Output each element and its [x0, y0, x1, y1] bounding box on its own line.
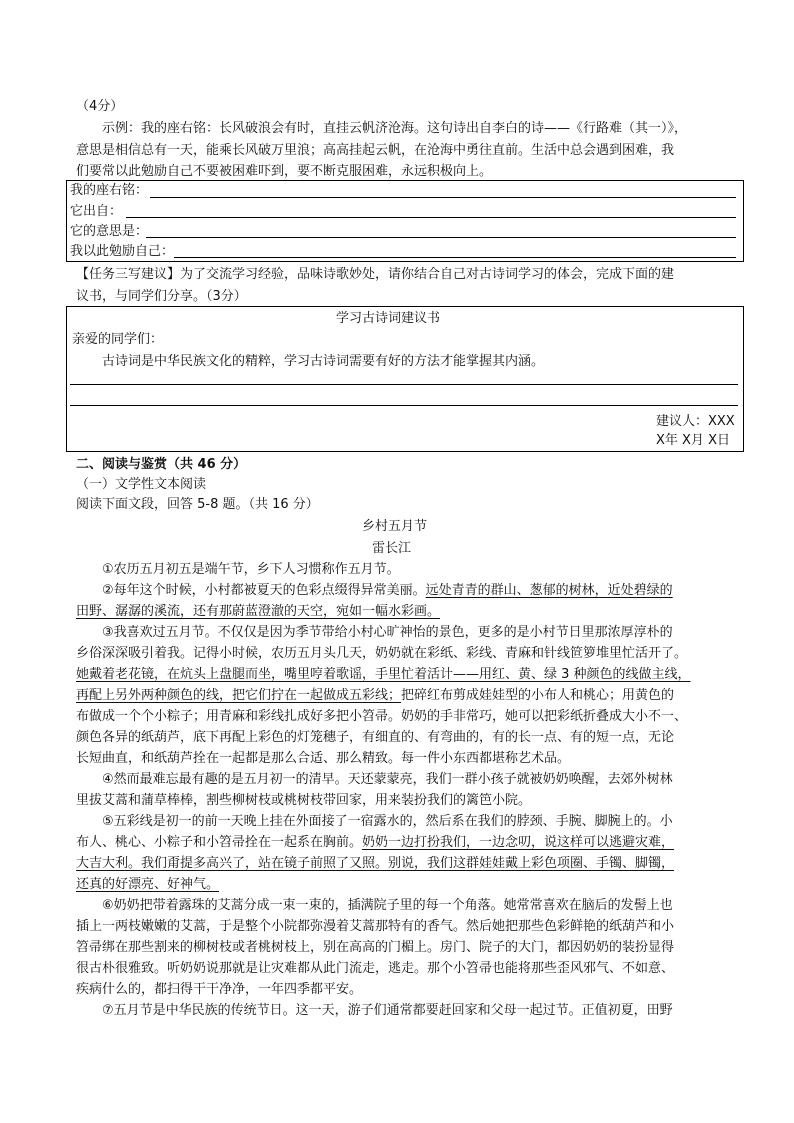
para-5-underlined: 奶奶一边打扮我们，一边念叨，说这样可以逃避灾难，	[362, 835, 675, 850]
score-label: （4分）	[76, 99, 124, 114]
article-title: 乡村五月节	[362, 519, 428, 534]
source-label: 它出自：	[70, 204, 123, 219]
para-7-line-1: ⑦五月节是中华民族的传统节日。这一天，游子们通常都要赶回家和父母一起过节。正值初夏，田野	[102, 1003, 673, 1018]
para-3-line-4	[76, 687, 674, 705]
proposal-body: 古诗词是中华民族文化的精粹，学习古诗词需要有好的方法才能掌握其内涵。	[102, 354, 545, 369]
para-3-line-1: ③我喜欢过五月节。不仅仅是因为季节带给小村心旷神怡的景色，更多的是小村节日里那浓厚淳朴的	[102, 625, 673, 640]
example-line-1: 示例：我的座右铭：长风破浪会有时，直挂云帆济沧海。这句诗出自李白的诗——《行路难（其一）》，	[102, 121, 688, 136]
para-3-line-3: 她戴着老花镜，在炕头上盘腿而坐，嘴里哼着歌谣，手里忙着活计——用红、黄、绿 3 种颜色的线做主线，	[76, 667, 691, 682]
para-4-line-1: ④然而最难忘最有趣的是五月初一的清早。天还蒙蒙亮，我们一群小孩子就被奶奶唤醒，去郊外树林	[102, 772, 673, 787]
example-line-3: 们要常以此勉励自己不要被困难吓到，要不断克服困难，永远积极向上。	[76, 164, 493, 179]
para-5-line-4: 还真的好漂亮、好神气。	[76, 877, 220, 892]
para-6-line-4: 很古朴很雅致。听奶奶说那就是让灾难都从此门流走，逃走。那个小笤帚也能将那些歪风邪气、不如意、	[76, 961, 675, 976]
encourage-blank[interactable]	[174, 257, 736, 258]
meaning-label: 它的意思是：	[70, 224, 149, 239]
meaning-blank[interactable]	[146, 237, 736, 238]
task3-line-1: 【任务三写建议】为了交流学习经验，品味诗歌妙处，请你结合自己对古诗词学习的体会，完成下面的建	[76, 267, 675, 282]
para-2-line-1	[102, 582, 673, 600]
para-1: ①农历五月初五是端午节，乡下人习惯称作五月节。	[102, 562, 400, 577]
para-4-line-2: 里拔艾蒿和蒲草棒棒，割些柳树枝或桃树枝带回家，用来装扮我们的篱笆小院。	[76, 793, 532, 808]
para-6-line-1: ⑥奶奶把带着露珠的艾蒿分成一束一束的，插满院子里的每一个角落。她常常喜欢在脑后的发髻上也	[102, 898, 673, 913]
source-blank[interactable]	[126, 217, 736, 218]
proposal-blank-1[interactable]	[70, 384, 738, 385]
proposal-blank-2[interactable]	[70, 405, 738, 406]
article-author: 雷长江	[372, 541, 412, 556]
example-line-2: 意思是相信总有一天，能乘长风破万里浪；高高挂起云帆，在沧海中勇往直前。生活中总会遇到困难，我	[76, 143, 675, 158]
para-3-underlined: 再配上另外两种颜色的线，把它们拧在一起做成五彩线；	[76, 688, 402, 703]
para-5-line-3: 大吉大利。我们甭提多高兴了，站在镜子前照了又照。别说，我们这群娃娃戴上彩色项圈、手镯、脚镯，	[76, 856, 675, 871]
encourage-label: 我以此勉励自己：	[70, 244, 175, 259]
motto-label: 我的座右铭：	[70, 183, 149, 198]
para-2-text: ②每年这个时候，小村都被夏天的色彩点缀得异常美丽。	[102, 583, 426, 598]
para-6-line-2: 插上一两枝嫩嫩的艾蒿，于是整个小院都弥漫着艾蒿那特有的香气。然后她把那些色彩鲜艳的纸葫芦和小	[76, 919, 675, 934]
para-6-line-5: 疾病什么的，都扫得干干净净，一年四季都平安。	[76, 982, 363, 997]
proposal-greeting: 亲爱的同学们：	[72, 332, 164, 347]
proposal-signer: 建议人：XXX	[656, 414, 735, 429]
reading-instruction: 阅读下面文段，回答 5-8 题。（共 16 分）	[76, 497, 319, 512]
subsection-1-heading: （一）文学性文本阅读	[76, 477, 207, 492]
para-6-line-3: 笤帚绑在那些割来的柳树枝或者桃树枝上，别在高高的门楣上。房门、院子的大门，都因奶奶的装扮显得	[76, 940, 675, 955]
para-3-line-7: 长短曲直，和纸葫芦拴在一起都是那么合适、那么精致。每一件小东西都堪称艺术品。	[76, 751, 571, 766]
para-3-text: 把碎红布剪成娃娃型的小布人和桃心；用黄色的	[401, 688, 675, 703]
para-5-line-2	[76, 834, 674, 852]
task3-line-2: 议书，与同学们分享。（3分）	[76, 289, 247, 304]
para-5-text: 布人、桃心、小粽子和小笤帚拴在一起系在胸前。	[76, 835, 363, 850]
proposal-title: 学习古诗词建议书	[336, 311, 441, 326]
section-2-heading: 二、阅读与鉴赏（共 46 分）	[76, 457, 247, 472]
para-5-line-1: ⑤五彩线是初一的前一天晚上挂在外面接了一宿露水的，然后系在我们的脖颈、手腕、脚腕上的。小	[102, 814, 673, 829]
para-3-line-6: 颜色各异的纸葫芦，底下再配上彩色的灯笼穗子，有细直的、有弯曲的，有的长一点、有的短一点，无论	[76, 730, 675, 745]
para-3-line-5: 布做成一个个小粽子；用青麻和彩线扎成好多把小笤帚。奶奶的手非常巧，她可以把彩纸折叠成大小不一、	[76, 709, 688, 724]
para-2-line-2: 田野、潺潺的溪流，还有那蔚蓝澄澈的天空，宛如一幅水彩画。	[76, 604, 441, 619]
para-3-line-2: 乡俗深深吸引着我。记得小时候，农历五月头几天，奶奶就在彩纸、彩线、青麻和针线笸箩堆里忙活开了。	[76, 646, 688, 661]
para-2-underlined: 远处青青的群山、葱郁的树林，近处碧绿的	[425, 583, 673, 598]
motto-blank[interactable]	[150, 197, 736, 198]
proposal-date: X年 X月 X日	[656, 433, 730, 448]
